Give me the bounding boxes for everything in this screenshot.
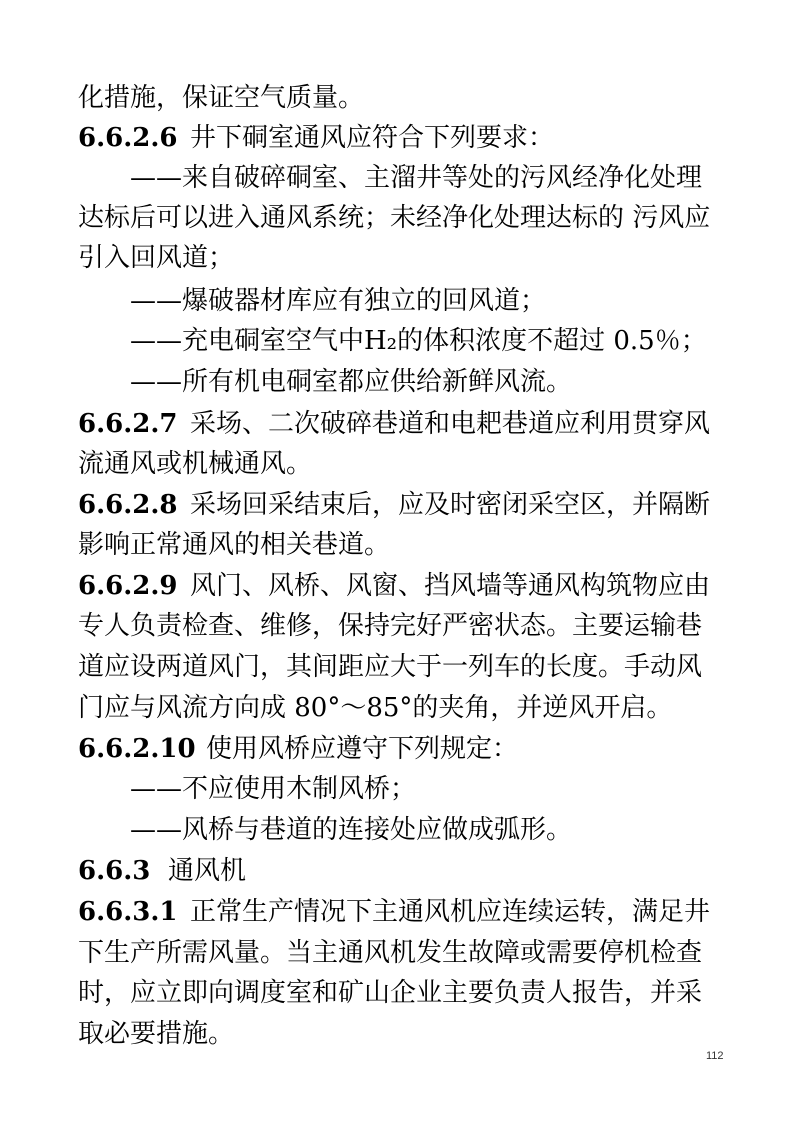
list-item: ——风桥与巷道的连接处应做成弧形。 [130,815,573,845]
page-number: 112 [706,1050,724,1062]
section-number: 6.6.2.9 [78,571,178,601]
text-line: 道应设两道风门，其间距应大于一列车的长度。手动风 [78,652,703,682]
text-line: 门应与风流方向成 80°～85°的夹角，并逆风开启。 [78,693,673,723]
text-line: 影响正常通风的相关巷道。 [78,530,391,560]
list-item: ——所有机电硐室都应供给新鲜风流。 [130,367,573,397]
list-item: ——来自破碎硐室、主溜井等处的污风经净化处理 [130,163,703,193]
text-line: 引入回风道； [78,243,235,273]
section-heading-6-6-2-9: 6.6.2.9 风门、风桥、风窗、挡风墙等通风构筑物应由 [78,566,726,606]
section-heading-6-6-2-7: 6.6.2.7 采场、二次破碎巷道和电耙巷道应利用贯穿风 [78,404,726,444]
text-line: 时，应立即向调度室和矿山企业主要负责人报告，并采 [78,978,703,1008]
section-number: 6.6.2.7 [78,409,178,439]
section-number: 6.6.2.10 [78,734,196,764]
text-line: 专人负责检查、维修，保持完好严密状态。主要运输巷 [78,611,703,641]
section-heading-6-6-2-6: 6.6.2.6 井下硐室通风应符合下列要求： [78,118,726,158]
text-line: 流通风或机械通风。 [78,449,313,479]
section-number: 6.6.2.8 [78,490,178,520]
section-number: 6.6.2.6 [78,123,178,153]
text-line: 化措施，保证空气质量。 [78,83,365,113]
section-heading-6-6-3: 6.6.3 通风机 [78,851,726,891]
section-number: 6.6.3.1 [78,897,178,927]
section-heading-6-6-2-10: 6.6.2.10 使用风桥应遵守下列规定： [78,729,726,769]
list-item: ——爆破器材库应有独立的回风道； [130,286,547,316]
section-heading-6-6-2-8: 6.6.2.8 采场回采结束后，应及时密闭采空区，并隔断 [78,485,726,525]
section-number: 6.6.3 [78,856,151,886]
text-line: 达标后可以进入通风系统；未经净化处理达标的 污风应 [78,203,711,233]
section-heading-6-6-3-1: 6.6.3.1 正常生产情况下主通风机应连续运转，满足井 [78,892,726,932]
list-item: ——充电硐室空气中H₂的体积浓度不超过 0.5％； [130,326,707,356]
text-line: 取必要措施。 [78,1019,235,1049]
text-line: 下生产所需风量。当主通风机发生故障或需要停机检查 [78,938,703,968]
list-item: ——不应使用木制风桥； [130,774,417,804]
